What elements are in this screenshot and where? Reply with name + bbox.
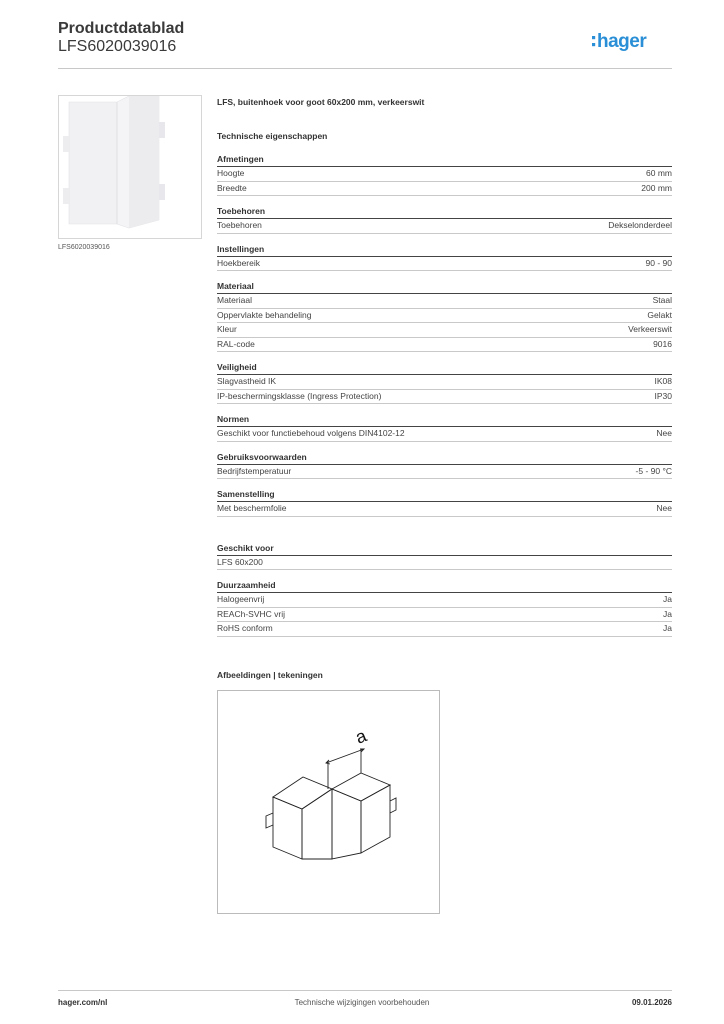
spec-label: RAL-code: [217, 338, 255, 349]
spec-row: [217, 294, 672, 309]
page-title: Productdatablad: [58, 20, 185, 37]
spec-row: [217, 375, 672, 390]
spec-section: [217, 243, 672, 272]
section-title: Geschikt voor: [217, 542, 672, 556]
spec-row: [217, 608, 672, 623]
spec-section: [217, 280, 672, 352]
product-description: LFS, buitenhoek voor goot 60x200 mm, verkeerswit: [217, 97, 425, 107]
spec-value: Ja: [663, 608, 672, 619]
spec-value: Ja: [663, 594, 672, 604]
spec-value: 200 mm: [641, 182, 672, 193]
spec-value: Verkeerswit: [628, 324, 672, 334]
spec-label: Bedrijfstemperatuur: [217, 465, 292, 476]
spec-row: [217, 182, 672, 197]
spec-value: IK08: [654, 376, 672, 386]
spec-sections: [217, 153, 672, 637]
spec-label: IP-beschermingsklasse (Ingress Protection): [217, 390, 382, 401]
spec-value: 90 - 90: [645, 257, 672, 268]
spec-value: Ja: [663, 623, 672, 633]
spec-row: [217, 427, 672, 442]
section-title: Toebehoren: [217, 205, 672, 219]
section-title: Materiaal: [217, 280, 672, 294]
spec-row: [217, 622, 672, 637]
spec-row: [217, 257, 672, 272]
footer-disclaimer: Technische wijzigingen voorbehouden: [294, 998, 430, 1007]
product-photo: [58, 95, 202, 239]
spec-section: [217, 205, 672, 234]
spec-label: REACh-SVHC vrij: [217, 608, 286, 619]
spec-label: LFS 60x200: [217, 556, 263, 567]
spec-label: Materiaal: [217, 295, 252, 305]
spec-section: [217, 153, 672, 196]
spec-value: Nee: [656, 503, 672, 513]
tech-heading: Technische eigenschappen: [217, 131, 328, 141]
spec-label: Met beschermfolie: [217, 503, 287, 513]
dimension-label-a: a: [352, 725, 370, 748]
spec-row: [217, 593, 672, 608]
spec-row: [217, 556, 672, 571]
section-title: Gebruiksvoorwaarden: [217, 451, 672, 465]
spec-label: Toebehoren: [217, 220, 262, 230]
footer-date: 09.01.2026: [631, 998, 672, 1007]
footer-divider: [58, 990, 672, 991]
hager-logo: [592, 28, 674, 54]
section-title: Afmetingen: [217, 153, 672, 167]
spec-label: Geschikt voor functiebehoud volgens DIN4102-12: [217, 428, 405, 438]
spec-section: [217, 361, 672, 404]
spec-row: [217, 167, 672, 182]
technical-drawing: [217, 690, 440, 914]
spec-label: Hoogte: [217, 168, 245, 178]
spec-section: [217, 488, 672, 517]
product-code: LFS6020039016: [58, 38, 177, 55]
spec-row: [217, 219, 672, 234]
spec-label: RoHS conform: [217, 623, 273, 633]
spec-label: Slagvastheid IK: [217, 376, 277, 386]
photo-caption: LFS6020039016: [58, 244, 110, 251]
spec-row: [217, 309, 672, 324]
spec-row: [217, 323, 672, 338]
spec-content: [217, 96, 672, 637]
images-heading: Afbeeldingen | tekeningen: [217, 670, 323, 680]
spec-value: Staal: [652, 295, 672, 305]
section-title: Samenstelling: [217, 488, 672, 502]
spec-section: [217, 413, 672, 442]
spec-value: 9016: [653, 338, 672, 349]
spec-value: IP30: [654, 390, 672, 401]
spec-row: [217, 390, 672, 405]
spec-value: Nee: [656, 428, 672, 438]
spec-label: Oppervlakte behandeling: [217, 309, 312, 320]
spec-label: Halogeenvrij: [217, 594, 265, 604]
spec-row: [217, 465, 672, 480]
spec-value: -5 - 90 °C: [635, 465, 672, 476]
spec-label: Hoekbereik: [217, 257, 260, 268]
spec-row: [217, 338, 672, 353]
section-title: Instellingen: [217, 243, 672, 257]
header-divider: [58, 68, 672, 69]
section-title: Duurzaamheid: [217, 579, 672, 593]
section-title: Normen: [217, 413, 672, 427]
spec-value: Dekselonderdeel: [608, 220, 672, 230]
section-title: Veiligheid: [217, 361, 672, 375]
footer-website-link[interactable]: hager.com/nl: [58, 998, 108, 1007]
spec-value: Gelakt: [647, 309, 672, 320]
spec-label: Breedte: [217, 182, 247, 193]
spec-label: Kleur: [217, 324, 237, 334]
spec-row: [217, 502, 672, 517]
spec-section: [217, 451, 672, 480]
spec-value: 60 mm: [646, 168, 672, 178]
spec-section: [217, 579, 672, 637]
logo-text: hager: [597, 31, 647, 52]
spec-section: [217, 542, 672, 571]
